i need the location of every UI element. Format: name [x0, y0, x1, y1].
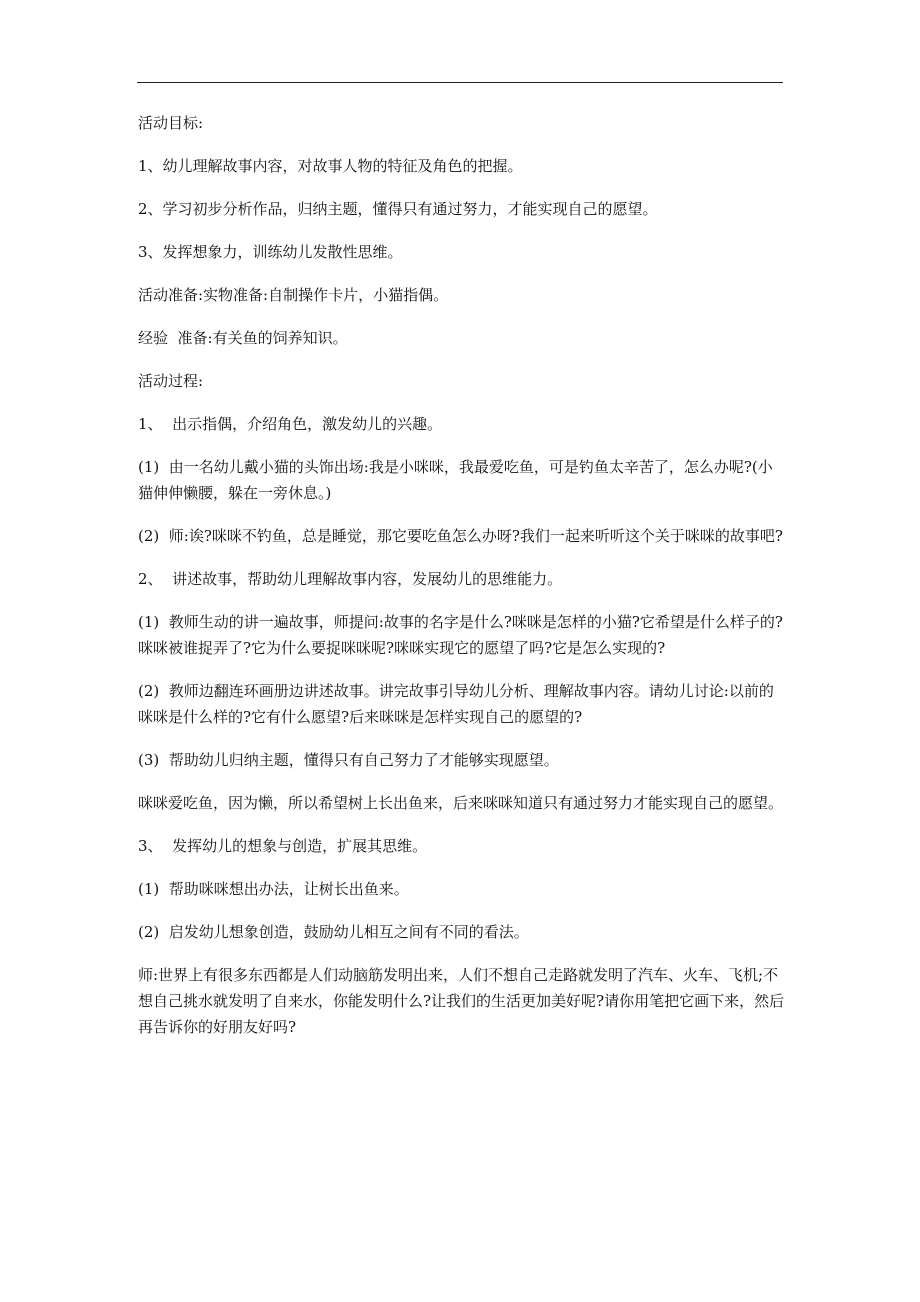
process-step-1-sub-2: (2) 师:诶?咪咪不钓鱼，总是睡觉，那它要吃鱼怎么办呀?我们一起来听听这个关于咪咪的故事吧?: [138, 527, 783, 545]
process-step-2-sub-3: (3) 帮助幼儿归纳主题，懂得只有自己努力了才能够实现愿望。: [138, 751, 559, 769]
header-rule: [137, 82, 783, 83]
goal-item-2: 2、学习初步分析作品，归纳主题，懂得只有通过努力，才能实现自己的愿望。: [138, 200, 658, 218]
process-step-2-sub-1: (1) 教师生动的讲一遍故事，师提问:故事的名字是什么?咪咪是怎样的小猫?它希望是什么样子的?咪咪被谁捉弄了?它为什么要捉咪咪呢?咪咪实现它的愿望了吗?它是怎么实现的?: [138, 613, 783, 657]
goal-item-1: 1、幼儿理解故事内容，对故事人物的特征及角色的把握。: [138, 157, 523, 175]
process-step-3: 3、 发挥幼儿的想象与创造，扩展其思维。: [138, 837, 428, 855]
section-heading-process: 活动过程:: [138, 372, 204, 390]
process-step-2: 2、 讲述故事，帮助幼儿理解故事内容，发展幼儿的思维能力。: [138, 570, 563, 588]
process-step-1-sub-1: (1) 由一名幼儿戴小猫的头饰出场:我是小咪咪，我最爱吃鱼，可是钓鱼太辛苦了，怎么办呢?(小猫伸伸懒腰，躲在一旁休息。): [138, 458, 773, 502]
preparation-materials: 活动准备:实物准备:自制操作卡片，小猫指偶。: [138, 286, 449, 304]
process-step-2-sub-2: (2) 教师边翻连环画册边讲述故事。讲完故事引导幼儿分析、理解故事内容。请幼儿讨论:以前的咪咪是什么样的?它有什么愿望?后来咪咪是怎样实现自己的愿望的?: [138, 682, 774, 726]
preparation-experience: 经验 准备:有关鱼的饲养知识。: [138, 329, 348, 347]
process-step-3-sub-1: (1) 帮助咪咪想出办法，让树长出鱼来。: [138, 880, 409, 898]
process-step-1: 1、 出示指偶，介绍角色，激发幼儿的兴趣。: [138, 415, 443, 433]
section-heading-goals: 活动目标:: [138, 114, 204, 132]
goal-item-3: 3、发挥想象力，训练幼儿发散性思维。: [138, 243, 403, 261]
process-step-3-sub-2: (2) 启发幼儿想象创造，鼓励幼儿相互之间有不同的看法。: [138, 923, 529, 941]
teacher-prompt: 师:世界上有很多东西都是人们动脑筋发明出来，人们不想自己走路就发明了汽车、火车、飞机;不想自己挑水就发明了自来水，你能发明什么?让我们的生活更加美好呢?请你用笔把它画下来，然后再告诉你的好朋友好吗?: [138, 966, 785, 1036]
theme-summary: 咪咪爱吃鱼，因为懒，所以希望树上长出鱼来，后来咪咪知道只有通过努力才能实现自己的愿望。: [138, 794, 784, 812]
document-body: [138, 110, 786, 1057]
